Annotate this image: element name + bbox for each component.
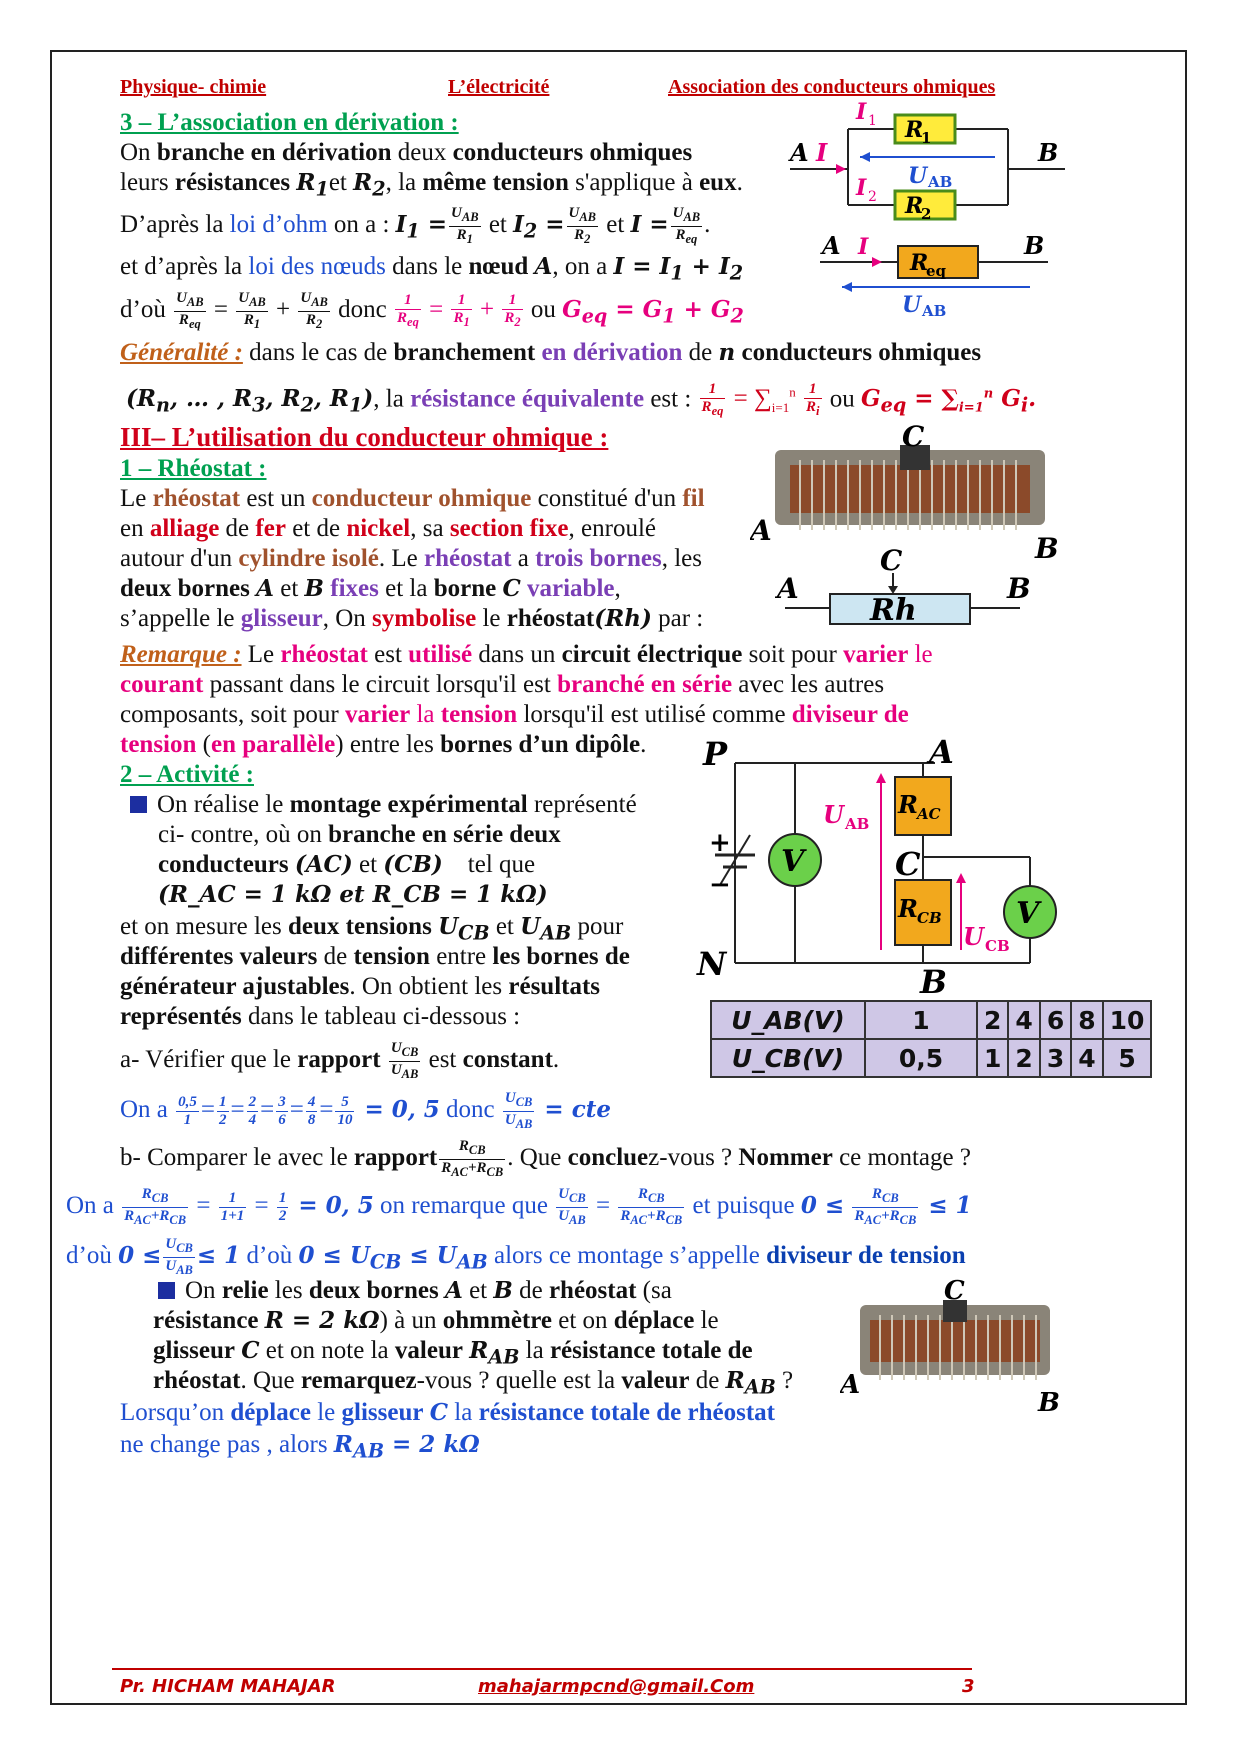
activite-resistance-values: (R_AC = 1 kΩ et R_CB = 1 kΩ)	[158, 881, 548, 908]
answer-c-line2: ne change pas , alors $R_{AB} = 2$ kΩ	[120, 1431, 480, 1463]
table-cell: 5	[1103, 1039, 1152, 1077]
svg-text:C: C	[880, 548, 903, 577]
svg-text:AC: AC	[917, 805, 941, 823]
activite-line2: ci- contre, où on branche en série deux	[158, 821, 561, 848]
rheostat-photo-2	[840, 1275, 1070, 1420]
equivalent-circuit-diagram	[810, 232, 1055, 324]
rheostat-line4: deux bornes A et B fixes et la borne C variable,	[120, 575, 621, 602]
answer-c-line1: Lorsqu’on déplace le glisseur C la résistance totale de rhéostat	[120, 1399, 775, 1426]
svg-text:P: P	[703, 735, 728, 773]
rheostat-line1: Le rhéostat est un conducteur ohmique constitué d'un fil	[120, 485, 705, 512]
svg-text:B: B	[1038, 1388, 1060, 1418]
answer-b-line1: On a $\frac{R_{CB}}{R_{AC}+R_{CB}}$ = $\frac{1}{1+1}$ = $\frac{1}{2}$ = 0, 5 on remarque que $\frac{U_{CB}}{U_{AB}}$ = $\frac{R_{CB}}{R_{AC}+R_{CB}}$ et puisque 0 ≤ $\frac{R_{CB}}{R_{AC}+R_{CB}}$ ≤ 1	[66, 1186, 972, 1227]
voltage-divider-circuit	[695, 735, 1070, 997]
table-cell: 6	[1040, 1001, 1071, 1039]
svg-text:C: C	[895, 845, 921, 883]
table-cell: 2	[1008, 1039, 1039, 1077]
svg-text:−: −	[709, 870, 731, 900]
svg-text:I: I	[856, 99, 867, 125]
svg-text:AB: AB	[845, 815, 870, 833]
header-lesson: Association des conducteurs ohmiques	[668, 76, 996, 98]
rheostat-subtitle: 1 – Rhéostat :	[120, 455, 267, 482]
svg-text:I: I	[816, 138, 828, 167]
activite-line8: représentés dans le tableau ci-dessous :	[120, 1003, 521, 1030]
svg-text:R: R	[898, 790, 918, 819]
svg-text:1: 1	[921, 129, 932, 147]
part-iii-title: III– L’utilisation du conducteur ohmique :	[120, 422, 609, 452]
question-b: b- Comparer le avec le rapport $\frac{R_{CB}}{R_{AC}+R_{CB}}$ . Que concluez-vous ? Nommer ce montage ?	[120, 1138, 971, 1179]
svg-text:CB: CB	[985, 937, 1010, 955]
svg-text:I: I	[858, 234, 869, 260]
svg-text:C: C	[944, 1276, 965, 1306]
svg-text:A: A	[790, 138, 809, 167]
part-c-line4: rhéostat. Que remarquez-vous ? quelle est la valeur de $R_{AB}$ ?	[153, 1367, 794, 1399]
generalite-line2: ($R_n$, … , $R_3$, $R_2$, $R_1$), la résistance équivalente est : $\frac{1}{R_{eq}}$ = $\sum_{i=1}^n$ $\frac{1}{R_i}$ ou $G_{eq} = \sum_{i=1}^n$ $G_i$.	[126, 381, 1037, 419]
table-row	[711, 1001, 1151, 1039]
svg-text:A: A	[840, 1370, 861, 1400]
activite-title: 2 – Activité :	[120, 761, 254, 788]
table-cell: 8	[1071, 1001, 1102, 1039]
table-cell: 1	[865, 1001, 977, 1039]
rheostat-line3: autour d'un cylindre isolé. Le rhéostat a trois bornes, les	[120, 545, 703, 572]
section-3-title: 3 – L’association en dérivation :	[120, 109, 459, 136]
part-c-line3: glisseur C et on note la valeur $R_{AB}$ la résistance totale de	[153, 1337, 753, 1369]
svg-text:B: B	[920, 963, 948, 997]
table-cell: 2	[977, 1001, 1008, 1039]
svg-text:Rh: Rh	[870, 593, 917, 628]
svg-text:AB: AB	[922, 302, 947, 320]
parallel-circuit-diagram	[780, 95, 1070, 230]
header-subject: Physique- chimie	[120, 76, 267, 98]
table-cell: 4	[1071, 1039, 1102, 1077]
question-a: a- Vérifier que le rapport $\frac{U_{CB}}{U_{AB}}$ est constant.	[120, 1040, 560, 1081]
svg-text:C: C	[902, 420, 925, 453]
s3-line2: leurs résistances $R_1et$ $R_2$, la même tension s'applique à eux.	[120, 169, 743, 201]
rheostat-line2: en alliage de fer et de nickel, sa section fixe, enroulé	[120, 515, 656, 542]
svg-text:B: B	[1007, 572, 1031, 605]
s3-conclusion: d’où $\frac{U_{AB}}{R_{eq}}$ = $\frac{U_{AB}}{R_1}$ + $\frac{U_{AB}}{R_2}$ donc $\frac{1}{R_{eq}}$ = $\frac{1}{R_1}$ + $\frac{1}{R_2}$ ou $G_{eq} = G_1 + G_2$	[120, 290, 744, 331]
svg-text:A: A	[777, 572, 799, 605]
answer-a: On a $\frac{0,5}{1}$ = $\frac{1}{2}$ = $\frac{2}{4}$ = $\frac{3}{6}$ = $\frac{4}{8}$ = $\frac{5}{10}$ = 0, 5 donc $\frac{U_{CB}}{U_{AB}}$ = cte	[120, 1090, 611, 1131]
table-cell: 4	[1008, 1001, 1039, 1039]
remarque-line1: Remarque : Le rhéostat est utilisé dans un circuit électrique soit pour varier le	[120, 641, 933, 668]
generalite-line1: Généralité : dans le cas de branchement en dérivation de n conducteurs ohmiques	[120, 339, 982, 366]
results-table	[710, 1000, 1152, 1078]
part-c-line1: On relie les deux bornes A et B de rhéostat (sa	[158, 1276, 672, 1306]
svg-text:A: A	[929, 735, 954, 771]
activite-line5: et on mesure les deux tensions $U_{CB}$ et $U_{AB}$ pour	[120, 913, 624, 945]
row-header-ucb: U_CB(V)	[711, 1039, 865, 1077]
s3-ohm-law: D’après la loi d’ohm on a : $I_1$ = $\frac{U_{AB}}{R_1}$ et $I_2$ = $\frac{U_{AB}}{R_2}$ et I = $\frac{U_{AB}}{R_{eq}}$ .	[120, 205, 711, 246]
svg-text:eq: eq	[926, 262, 947, 280]
svg-text:R: R	[905, 193, 924, 219]
svg-text:R: R	[905, 117, 924, 143]
svg-text:I: I	[856, 175, 867, 201]
svg-text:+: +	[709, 828, 731, 858]
table-cell: 1	[977, 1039, 1008, 1077]
svg-text:B: B	[1024, 232, 1045, 260]
svg-text:A: A	[750, 514, 772, 547]
svg-text:V: V	[1016, 896, 1040, 931]
footer-author: Pr. HICHAM MAHAJAR	[120, 1676, 336, 1697]
svg-text:V: V	[781, 844, 805, 879]
svg-text:2: 2	[921, 205, 932, 223]
svg-text:CB: CB	[917, 909, 942, 927]
footer-email[interactable]: mahajarmpcnd@gmail.Com	[478, 1676, 755, 1697]
remarque-line4: tension (en parallèle) entre les bornes d’un dipôle.	[120, 731, 647, 758]
table-cell: 10	[1103, 1001, 1152, 1039]
s3-line1: On branche en dérivation deux conducteurs ohmiques	[120, 139, 693, 166]
bullet-square-icon	[130, 796, 147, 813]
activite-line1: On réalise le montage expérimental représenté	[130, 790, 637, 820]
s3-nodes-law: et d’après la loi des nœuds dans le nœud A, on a $I = I_1 + I_2$	[120, 253, 744, 285]
rheostat-symbol	[775, 548, 1045, 630]
svg-text:N: N	[697, 945, 727, 983]
svg-text:R: R	[910, 250, 929, 276]
remarque-line3: composants, soit pour varier la tension lorsqu'il est utilisé comme diviseur de	[120, 701, 909, 728]
svg-text:A: A	[822, 232, 841, 260]
svg-text:1: 1	[868, 113, 877, 129]
footer-page-number: 3	[962, 1676, 975, 1697]
row-header-uab: U_AB(V)	[711, 1001, 865, 1039]
rheostat-line5: s’appelle le glisseur, On symbolise le rhéostat(Rh) par :	[120, 605, 704, 632]
header-chapter: L’électricité	[448, 76, 550, 98]
footer-rule	[112, 1668, 972, 1670]
part-c-line2: résistance R = 2 kΩ) à un ohmmètre et on déplace le	[153, 1307, 719, 1334]
table-cell: 0,5	[865, 1039, 977, 1077]
svg-text:B: B	[1038, 138, 1059, 167]
svg-text:R: R	[898, 894, 918, 923]
answer-b-line2: d’où 0 ≤ $\frac{U_{CB}}{U_{AB}}$ ≤ 1 d’où $0 \le U_{CB} \le U_{AB}$ alors ce montage s’appelle diviseur de tension	[66, 1236, 966, 1277]
remarque-line2: courant passant dans le circuit lorsqu'il est branché en série avec les autres	[120, 671, 885, 698]
svg-text:AB: AB	[928, 173, 953, 191]
bullet-square-icon	[158, 1282, 175, 1299]
svg-text:B: B	[1035, 532, 1059, 565]
svg-text:2: 2	[868, 189, 877, 205]
svg-text:U: U	[823, 800, 844, 829]
activite-line6: différentes valeurs de tension entre les bornes de	[120, 943, 630, 970]
activite-line7: générateur ajustables. On obtient les résultats	[120, 973, 601, 1000]
table-cell: 3	[1040, 1039, 1071, 1077]
svg-text:U: U	[902, 292, 922, 318]
activite-line3: conducteurs (AC) et (CB) tel que	[158, 851, 536, 878]
table-row	[711, 1039, 1151, 1077]
svg-text:U: U	[908, 163, 928, 189]
svg-text:U: U	[963, 922, 984, 951]
rheostat-photo	[750, 420, 1070, 565]
